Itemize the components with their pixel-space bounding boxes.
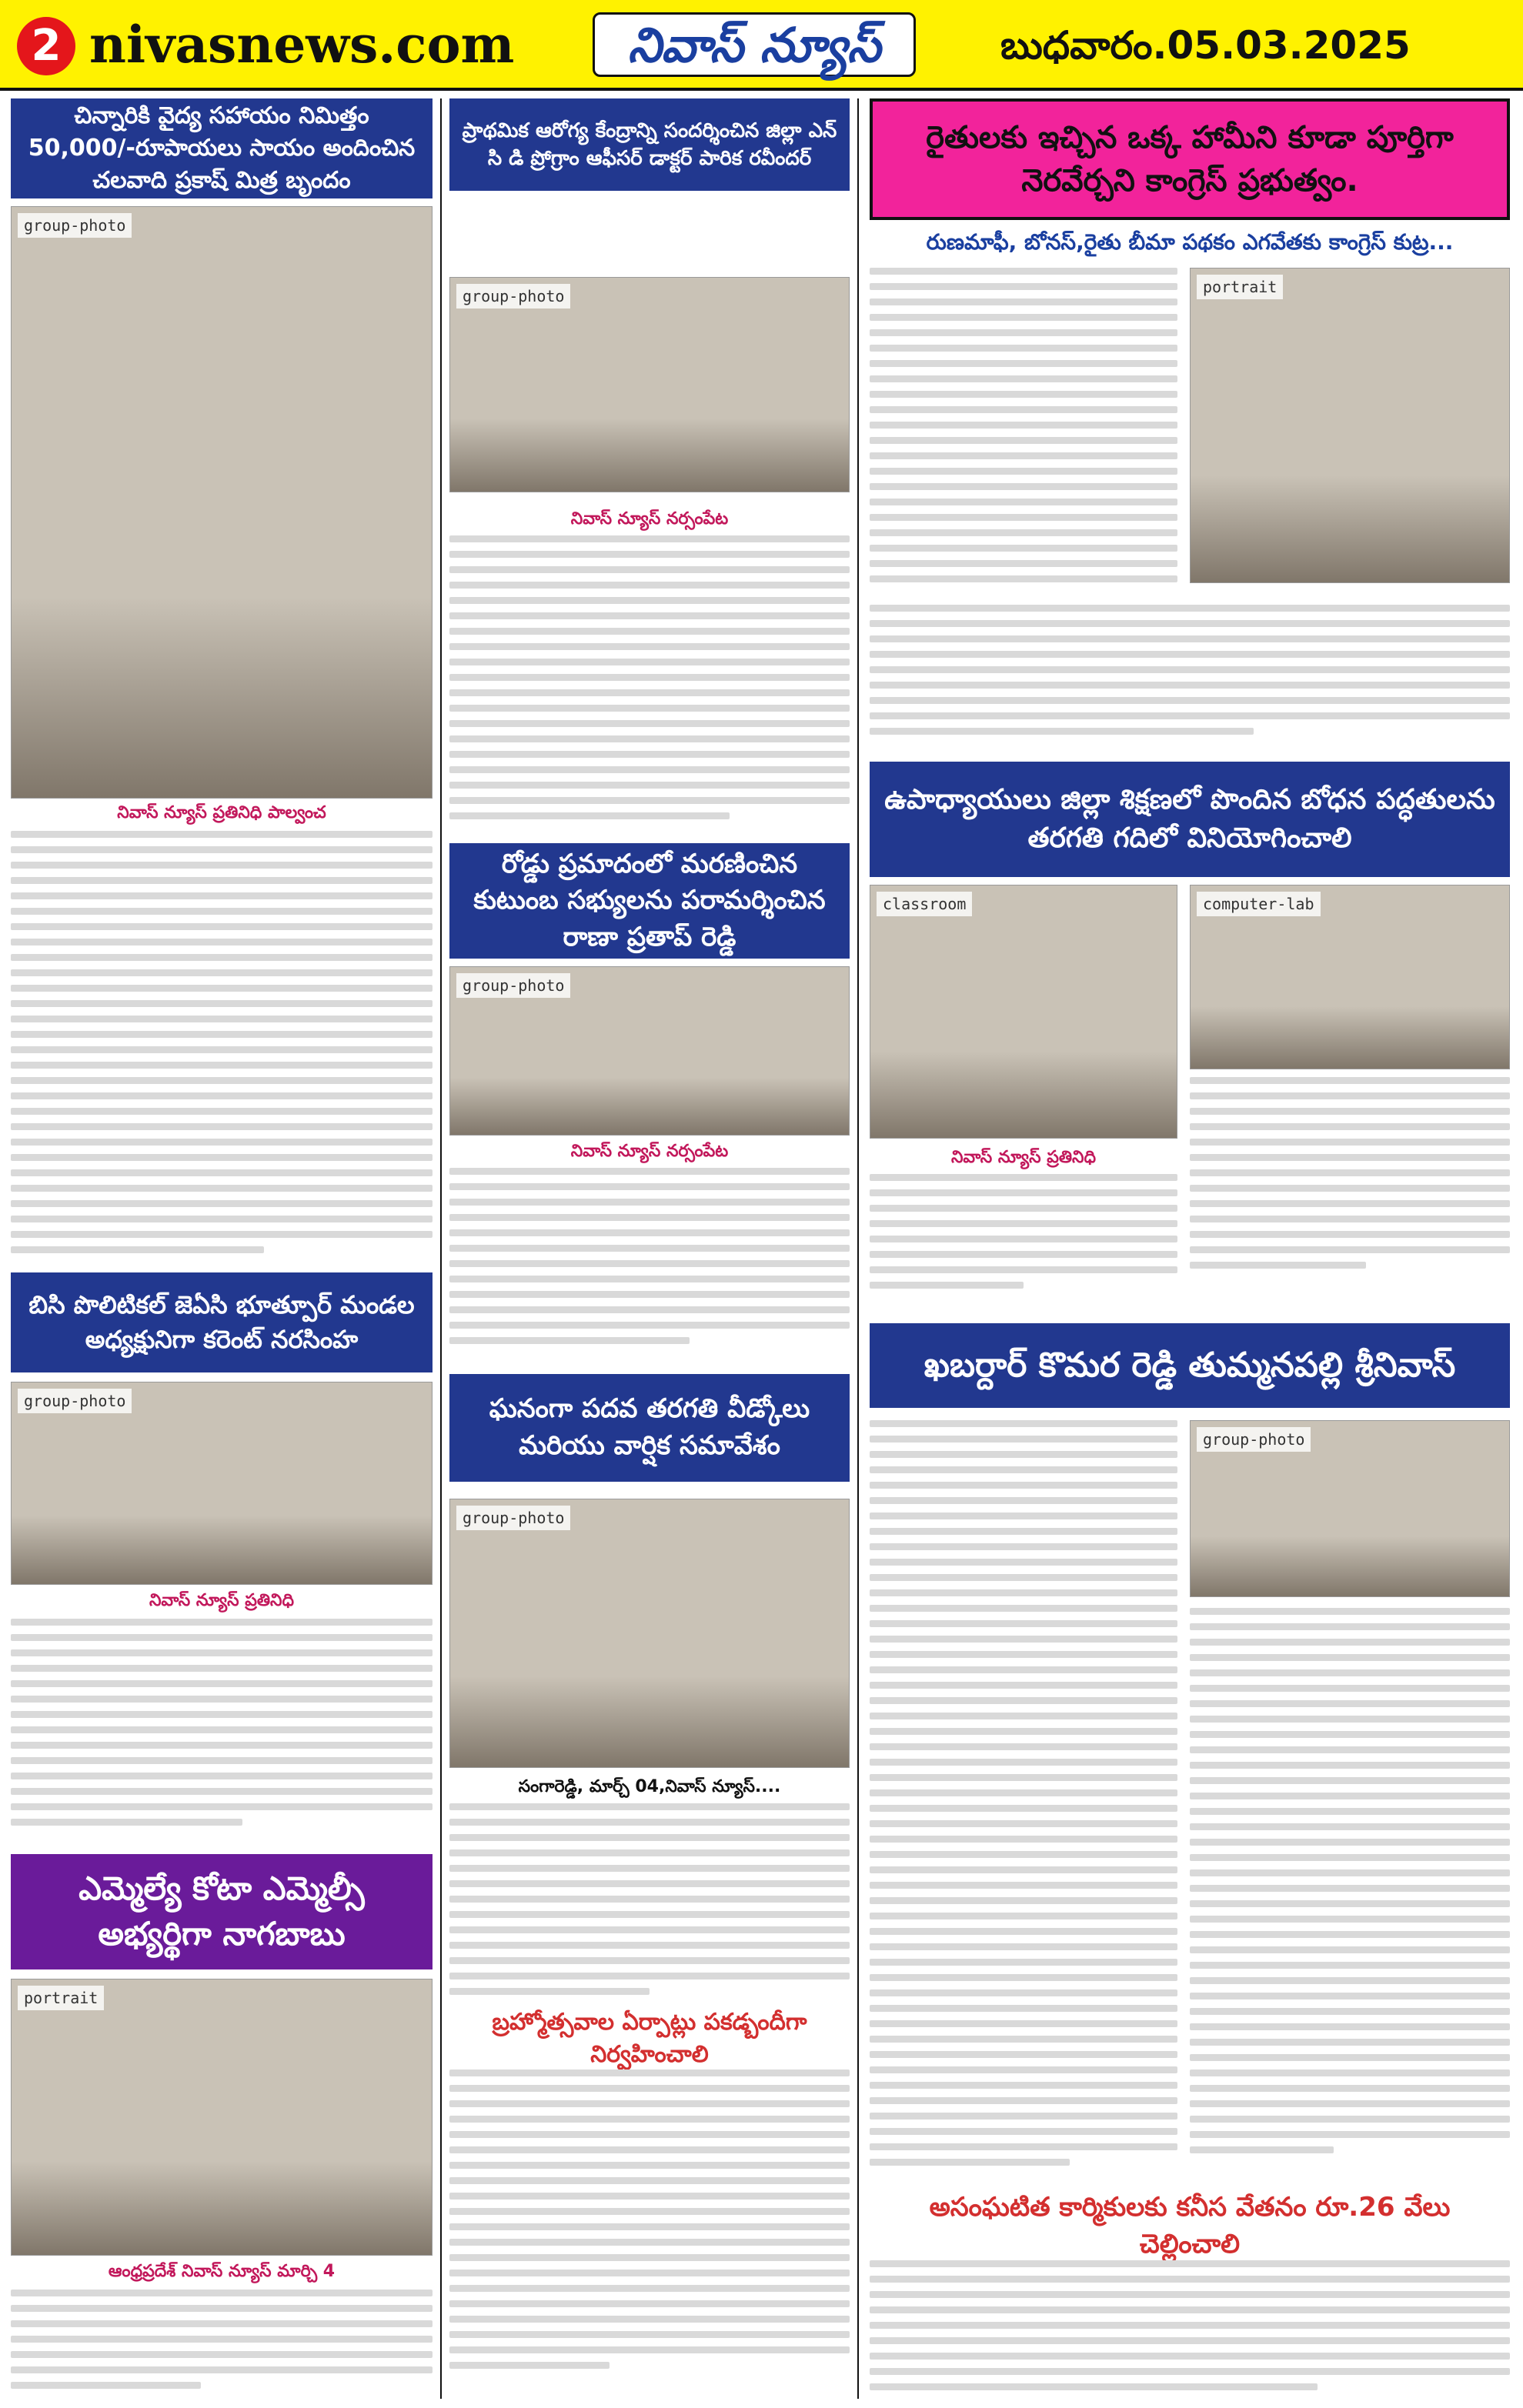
caption-condolence: నివాస్ న్యూస్ నర్సంపేట — [570, 1142, 729, 1161]
article-body-kabardar-left — [870, 1420, 1177, 2190]
photo-label: group-photo — [456, 1506, 570, 1530]
article-body-workers — [870, 2260, 1510, 2399]
donation-photo — [11, 206, 433, 799]
politics-photo — [11, 1382, 433, 1585]
article-body-condolence — [449, 1168, 850, 1360]
article-body-brahmotsavam — [449, 2069, 850, 2393]
photo-label: computer-lab — [1197, 892, 1321, 916]
dateline-school: సంగారెడ్డి, మార్చ్ 04,నివాస్ న్యూస్.... — [518, 1777, 781, 1796]
farmer-leader-photo — [1190, 268, 1510, 583]
school-photo — [449, 1499, 850, 1768]
caption-phc: నివాస్ న్యూస్ నర్సంపేట — [570, 509, 729, 529]
condolence-photo — [449, 966, 850, 1136]
caption-donation: నివాస్ న్యూస్ ప్రతినిధి పాల్వంచ — [117, 803, 326, 822]
caption-bc-jac: నివాస్ న్యూస్ ప్రతినిధి — [149, 1591, 295, 1610]
article-body-teachers-right — [1190, 1077, 1510, 1308]
headline-unorganised-workers[interactable]: అసంఘటిత కార్మికులకు కనీస వేతనం రూ.26 వేలు చెల్లించాలి — [929, 2192, 1451, 2260]
computer-lab-photo — [1190, 885, 1510, 1069]
subhead-congress-farmers: రుణమాఫీ, బోనస్,రైతు బీమా పథకం ఎగవేతకు కాంగ్రెస్ కుట్ర... — [926, 229, 1454, 255]
masthead — [0, 0, 1523, 91]
article-body-kabardar-right — [1190, 1608, 1510, 2190]
photo-label: classroom — [877, 892, 972, 916]
caption-teachers: నివాస్ న్యూస్ ప్రతినిధి — [950, 1148, 1097, 1167]
headline-phc-visit[interactable]: ప్రాథమిక ఆరోగ్య కేంద్రాన్ని సందర్శించిన జిల్లా ఎన్ సి డి ప్రోగ్రాం ఆఫీసర్ డాక్టర్ పారిక రవీందర్ — [449, 98, 850, 191]
headline-bc-jac[interactable]: బిసి పొలిటికల్ జెఏసి భూత్పూర్ మండల అధ్యక్షునిగా కరెంట్ నరసింహ — [11, 1272, 433, 1372]
article-body-donation — [11, 831, 433, 1262]
photo-label: group-photo — [456, 973, 570, 998]
photo-label: portrait — [1197, 275, 1283, 299]
headline-brahmotsavam[interactable]: బ్రహ్మోత్సవాల ఏర్పాట్లు పకడ్బందీగా నిర్వహించాలి — [492, 2009, 807, 2068]
caption-nagababu: ఆంధ్రప్రదేశ్ నివాస్ న్యూస్ మార్చి 4 — [108, 2262, 336, 2281]
article-body-nagababu — [11, 2290, 433, 2397]
issue-date: బుధవారం.05.03.2025 — [1000, 23, 1411, 68]
column-divider — [440, 98, 442, 2399]
photo-label: group-photo — [456, 284, 570, 309]
site-name[interactable]: nivasnews.com — [89, 15, 515, 75]
article-body-phc — [449, 535, 850, 835]
headline-nagababu[interactable]: ఎమ్మెల్యే కోటా ఎమ్మెల్సీ అభ్యర్థిగా నాగబాబు — [11, 1854, 433, 1969]
classroom-photo — [870, 885, 1177, 1139]
headline-donation[interactable]: చిన్నారికి వైద్య సహాయం నిమిత్తం 50,000/-రూపాయలు సాయం అందించిన చలవాది ప్రకాష్ మిత్ర బృందం — [11, 98, 433, 198]
headline-school-farewell[interactable]: ఘనంగా పదవ తరగతి వీడ్కోలు మరియు వార్షిక సమావేశం — [449, 1374, 850, 1482]
photo-label: group-photo — [1197, 1427, 1311, 1452]
headline-kabardar[interactable]: ఖబర్దార్ కొమర రెడ్డి తుమ్మనపల్లి శ్రీనివాస్ — [870, 1323, 1510, 1408]
photo-label: group-photo — [18, 1389, 132, 1413]
column-divider — [857, 98, 859, 2399]
photo-label: group-photo — [18, 213, 132, 238]
brand-title: నివాస్ న్యూస్ — [593, 12, 916, 77]
article-body-bc-jac — [11, 1619, 433, 1849]
page-number-badge: 2 — [17, 17, 75, 75]
article-body-teachers-left — [870, 1174, 1177, 1312]
headline-condolence[interactable]: రోడ్డు ప్రమాదంలో మరణించిన కుటుంబ సభ్యులను పరామర్శించిన రాణా ప్రతాప్ రెడ్డి — [449, 843, 850, 959]
photo-label: portrait — [18, 1986, 104, 2010]
article-body-farmers-bottom — [870, 605, 1510, 751]
villagers-photo — [1190, 1420, 1510, 1597]
phc-photo — [449, 277, 850, 492]
headline-teachers-training[interactable]: ఉపాధ్యాయులు జిల్లా శిక్షణలో పొందిన బోధన పద్ధతులను తరగతి గదిలో వినియోగించాలి — [870, 762, 1510, 877]
headline-congress-farmers[interactable]: రైతులకు ఇచ్చిన ఒక్క హామీని కూడా పూర్తిగా నెరవేర్చని కాంగ్రెస్ ప్రభుత్వం. — [870, 98, 1510, 220]
nagababu-photo — [11, 1979, 433, 2256]
article-body-farmers-left — [870, 268, 1177, 599]
article-body-school — [449, 1803, 850, 2003]
